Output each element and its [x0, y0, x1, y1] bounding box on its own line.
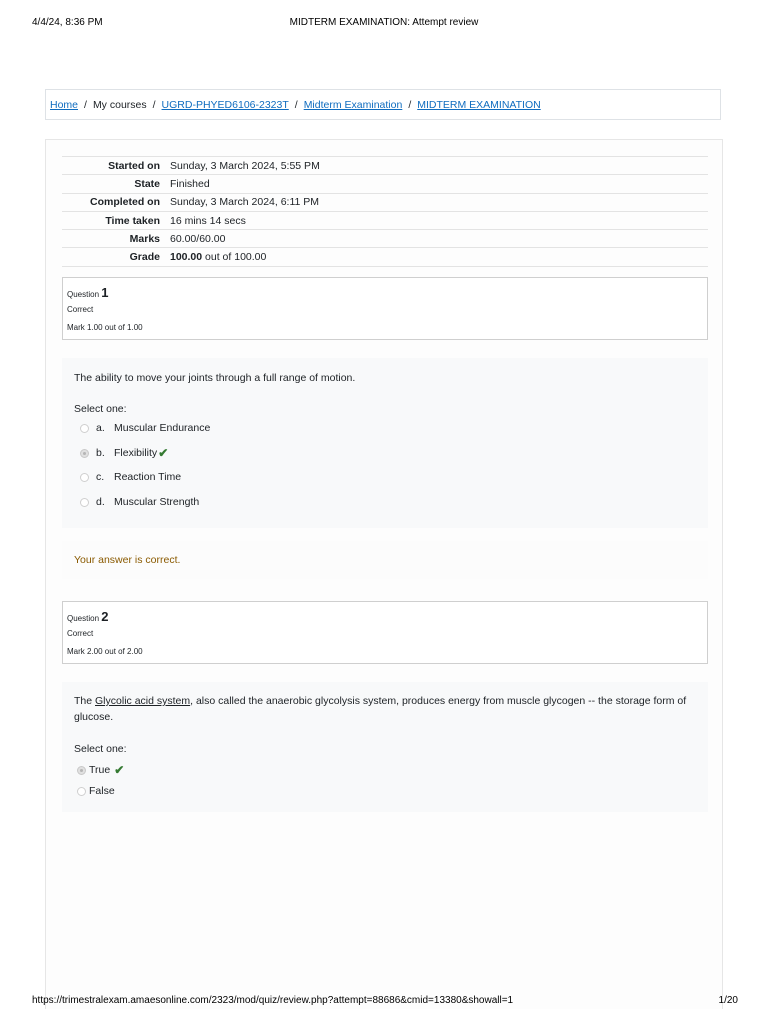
summary-label: Completed on	[90, 196, 160, 209]
select-one-label: Select one:	[74, 743, 127, 755]
breadcrumb-separator: /	[294, 98, 298, 111]
option-label: Muscular Strength	[114, 496, 200, 508]
summary-value: Finished	[170, 177, 210, 190]
question-text: The Glycolic acid system, also called the anaerobic glycolysis system, produces energy from muscle glycogen -- the storage form of glucose.	[74, 695, 687, 723]
breadcrumb-my-courses: My courses	[92, 98, 147, 111]
grade-total: out of 100.00	[202, 251, 267, 264]
summary-value: 16 mins 14 secs	[170, 214, 246, 227]
feedback-text: Your answer is correct.	[74, 554, 181, 566]
question-state: Correct	[67, 629, 94, 638]
print-url: https://trimestralexam.amaesonline.com/2323/mod/quiz/review.php?attempt=88686&cmid=13380&showall=1	[32, 995, 514, 1006]
question-mark: Mark 1.00 out of 1.00	[67, 323, 143, 332]
radio-button[interactable]	[80, 473, 89, 482]
grade-score: 100.00	[170, 251, 203, 264]
summary-label: Grade	[129, 251, 160, 264]
option-label: Reaction Time	[114, 471, 182, 483]
radio-button[interactable]	[77, 787, 86, 796]
breadcrumb	[45, 89, 721, 120]
question-number: Question 2	[67, 609, 109, 624]
question-text: The ability to move your joints through a full range of motion.	[74, 372, 356, 384]
summary-row-grade	[62, 248, 708, 266]
option-label: Muscular Endurance	[114, 422, 211, 434]
breadcrumb-section-link[interactable]: Midterm Examination	[303, 98, 403, 111]
print-footer	[0, 995, 768, 1011]
glossary-link[interactable]: Glycolic acid system	[95, 695, 191, 707]
print-title: MIDTERM EXAMINATION: Attempt review	[289, 17, 479, 28]
option-c[interactable]	[80, 471, 181, 483]
check-icon: ✔	[114, 763, 125, 777]
option-letter: d.	[96, 496, 105, 508]
print-header	[0, 17, 768, 33]
select-one-label: Select one:	[74, 403, 127, 415]
option-letter: b.	[96, 447, 105, 459]
option-d[interactable]	[80, 496, 199, 508]
summary-value: Sunday, 3 March 2024, 6:11 PM	[170, 196, 320, 209]
question-2-content	[62, 682, 708, 812]
option-label: True	[89, 764, 111, 776]
radio-button-selected[interactable]	[80, 449, 89, 458]
summary-row-started	[62, 157, 708, 175]
option-b[interactable]	[80, 446, 168, 460]
option-letter: c.	[96, 471, 105, 483]
option-false[interactable]	[77, 785, 115, 797]
summary-row-state	[62, 175, 708, 193]
summary-value: 60.00/60.00	[170, 232, 226, 245]
radio-button[interactable]	[80, 498, 89, 507]
breadcrumb-separator: /	[84, 98, 87, 111]
summary-value	[170, 248, 708, 266]
option-label: Flexibility	[114, 447, 158, 459]
summary-label: Marks	[129, 232, 160, 245]
option-true[interactable]	[77, 763, 124, 777]
print-page-number: 1/20	[718, 995, 738, 1006]
summary-label: Time taken	[105, 214, 160, 227]
option-label: False	[89, 785, 115, 797]
attempt-summary-table	[62, 156, 708, 267]
summary-row-completed	[62, 193, 708, 211]
check-icon: ✔	[158, 446, 169, 460]
radio-button-selected[interactable]	[77, 766, 86, 775]
question-mark: Mark 2.00 out of 2.00	[67, 647, 143, 656]
breadcrumb-course-link[interactable]: UGRD-PHYED6106-2323T	[161, 98, 289, 111]
question-number: Question 1	[67, 285, 109, 300]
summary-value: Sunday, 3 March 2024, 5:55 PM	[170, 159, 320, 172]
question-2-info	[62, 601, 708, 664]
summary-label: Started on	[108, 159, 160, 172]
breadcrumb-home-link[interactable]: Home	[50, 98, 79, 111]
question-1-info	[62, 277, 708, 340]
print-date: 4/4/24, 8:36 PM	[32, 17, 103, 28]
breadcrumb-separator: /	[408, 98, 412, 111]
breadcrumb-separator: /	[152, 98, 156, 111]
question-state: Correct	[67, 305, 94, 314]
option-a[interactable]	[80, 422, 210, 434]
option-letter: a.	[96, 422, 105, 434]
question-1-content	[62, 358, 708, 528]
question-1-feedback	[62, 541, 708, 579]
summary-row-time-taken	[62, 211, 708, 229]
radio-button[interactable]	[80, 424, 89, 433]
summary-row-marks	[62, 230, 708, 248]
summary-label: State	[134, 177, 160, 190]
breadcrumb-quiz-link[interactable]: MIDTERM EXAMINATION	[417, 98, 541, 111]
